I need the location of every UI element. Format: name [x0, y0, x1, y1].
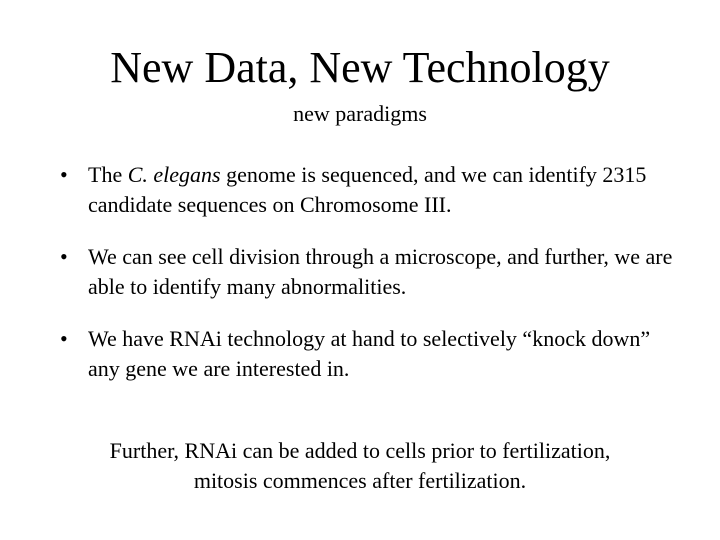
bullet-text: We have RNAi technology at hand to selectively “knock down” any gene we are interested in.: [88, 326, 651, 381]
bullet-marker: •: [60, 162, 68, 187]
slide-subtitle: new paradigms: [293, 101, 427, 126]
species-name: C. elegans: [127, 162, 221, 187]
bullet-item-genome: [60, 160, 680, 220]
bullet-text: We can see cell division through a microscope, and further, we are able to identify many abnormalities.: [88, 244, 673, 299]
bullet-text-suffix: genome is sequenced, and we can identify 2315 candidate sequences on Chromosome III.: [88, 162, 647, 217]
closing-note-line-1: Further, RNAi can be added to cells prior to fertilization,: [109, 438, 611, 463]
bullet-marker: •: [60, 326, 68, 351]
closing-note-line-2: mitosis commences after fertilization.: [193, 468, 527, 493]
slide-title: New Data, New Technology: [110, 43, 610, 92]
bullet-list: [60, 160, 680, 384]
bullet-item-cell-division: [60, 242, 680, 302]
bullet-marker: •: [60, 244, 68, 269]
closing-note: [60, 436, 660, 496]
bullet-item-rnai: [60, 324, 680, 384]
bullet-text-prefix: The: [88, 162, 128, 187]
